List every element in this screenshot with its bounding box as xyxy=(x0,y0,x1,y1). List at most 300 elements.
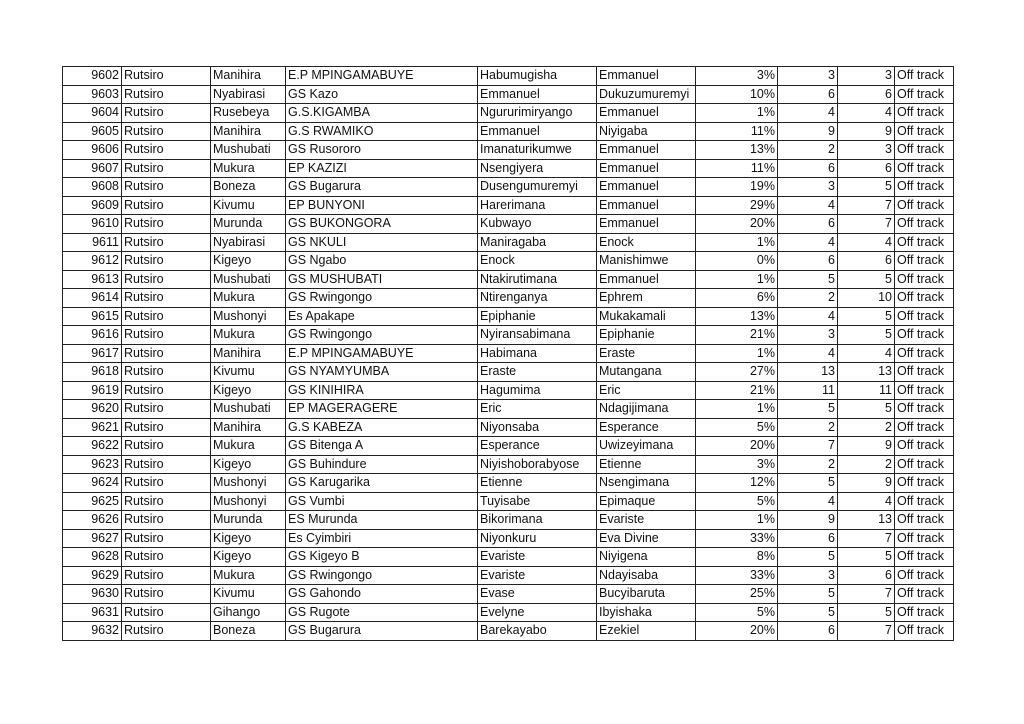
cell-school: GS KINIHIRA xyxy=(286,381,478,400)
cell-first-name: Emmanuel xyxy=(597,270,696,289)
table-row xyxy=(63,548,954,567)
cell-sector: Mushonyi xyxy=(211,307,286,326)
cell-district: Rutsiro xyxy=(122,400,211,419)
cell-school: GS Rwingongo xyxy=(286,566,478,585)
cell-school: G.S KABEZA xyxy=(286,418,478,437)
cell-count-b: 7 xyxy=(838,196,895,215)
cell-percent: 33% xyxy=(696,566,778,585)
cell-count-a: 5 xyxy=(778,270,838,289)
cell-status: Off track xyxy=(895,141,954,160)
cell-school: GS Rwingongo xyxy=(286,289,478,308)
cell-count-b: 6 xyxy=(838,159,895,178)
cell-count-b: 5 xyxy=(838,400,895,419)
cell-district: Rutsiro xyxy=(122,67,211,86)
cell-sector: Mushubati xyxy=(211,141,286,160)
cell-sector: Murunda xyxy=(211,511,286,530)
cell-school: GS Bitenga A xyxy=(286,437,478,456)
cell-first-name: Emmanuel xyxy=(597,215,696,234)
cell-count-b: 4 xyxy=(838,104,895,123)
cell-percent: 21% xyxy=(696,326,778,345)
table-row xyxy=(63,511,954,530)
cell-district: Rutsiro xyxy=(122,215,211,234)
cell-percent: 1% xyxy=(696,104,778,123)
cell-surname: Bikorimana xyxy=(478,511,597,530)
cell-count-a: 9 xyxy=(778,511,838,530)
cell-school: EP MAGERAGERE xyxy=(286,400,478,419)
cell-count-b: 5 xyxy=(838,270,895,289)
cell-sector: Kigeyo xyxy=(211,548,286,567)
cell-count-b: 5 xyxy=(838,178,895,197)
cell-first-name: Emmanuel xyxy=(597,141,696,160)
cell-id: 9609 xyxy=(63,196,122,215)
cell-percent: 29% xyxy=(696,196,778,215)
cell-count-a: 7 xyxy=(778,437,838,456)
cell-sector: Manihira xyxy=(211,344,286,363)
cell-percent: 12% xyxy=(696,474,778,493)
cell-percent: 27% xyxy=(696,363,778,382)
cell-sector: Kivumu xyxy=(211,363,286,382)
cell-count-b: 4 xyxy=(838,233,895,252)
cell-school: GS Karugarika xyxy=(286,474,478,493)
cell-school: EP BUNYONI xyxy=(286,196,478,215)
cell-percent: 5% xyxy=(696,603,778,622)
cell-first-name: Manishimwe xyxy=(597,252,696,271)
cell-id: 9626 xyxy=(63,511,122,530)
cell-school: GS Kigeyo B xyxy=(286,548,478,567)
cell-district: Rutsiro xyxy=(122,437,211,456)
cell-first-name: Uwizeyimana xyxy=(597,437,696,456)
cell-percent: 5% xyxy=(696,492,778,511)
cell-id: 9631 xyxy=(63,603,122,622)
cell-surname: Emmanuel xyxy=(478,85,597,104)
cell-district: Rutsiro xyxy=(122,548,211,567)
cell-district: Rutsiro xyxy=(122,196,211,215)
cell-count-a: 5 xyxy=(778,474,838,493)
cell-percent: 10% xyxy=(696,85,778,104)
cell-percent: 20% xyxy=(696,215,778,234)
cell-percent: 1% xyxy=(696,270,778,289)
cell-id: 9613 xyxy=(63,270,122,289)
cell-status: Off track xyxy=(895,178,954,197)
cell-surname: Nsengiyera xyxy=(478,159,597,178)
cell-count-a: 2 xyxy=(778,455,838,474)
cell-school: GS NYAMYUMBA xyxy=(286,363,478,382)
table-row xyxy=(63,529,954,548)
cell-status: Off track xyxy=(895,566,954,585)
cell-sector: Kivumu xyxy=(211,585,286,604)
cell-school: GS Vumbi xyxy=(286,492,478,511)
cell-percent: 3% xyxy=(696,455,778,474)
cell-id: 9624 xyxy=(63,474,122,493)
cell-surname: Imanaturikumwe xyxy=(478,141,597,160)
cell-sector: Nyabirasi xyxy=(211,85,286,104)
cell-percent: 19% xyxy=(696,178,778,197)
cell-district: Rutsiro xyxy=(122,326,211,345)
table-row xyxy=(63,566,954,585)
cell-count-b: 7 xyxy=(838,529,895,548)
cell-id: 9619 xyxy=(63,381,122,400)
cell-status: Off track xyxy=(895,122,954,141)
cell-count-b: 3 xyxy=(838,141,895,160)
cell-surname: Kubwayo xyxy=(478,215,597,234)
cell-status: Off track xyxy=(895,492,954,511)
table-row xyxy=(63,455,954,474)
cell-surname: Eraste xyxy=(478,363,597,382)
cell-surname: Evelyne xyxy=(478,603,597,622)
cell-count-a: 4 xyxy=(778,196,838,215)
cell-status: Off track xyxy=(895,529,954,548)
cell-school: GS Bugarura xyxy=(286,178,478,197)
table-row xyxy=(63,307,954,326)
table-row xyxy=(63,603,954,622)
cell-id: 9610 xyxy=(63,215,122,234)
cell-district: Rutsiro xyxy=(122,307,211,326)
cell-district: Rutsiro xyxy=(122,159,211,178)
cell-id: 9615 xyxy=(63,307,122,326)
table-row xyxy=(63,400,954,419)
cell-surname: Harerimana xyxy=(478,196,597,215)
cell-id: 9625 xyxy=(63,492,122,511)
cell-count-b: 10 xyxy=(838,289,895,308)
table-row xyxy=(63,159,954,178)
cell-id: 9602 xyxy=(63,67,122,86)
cell-count-a: 4 xyxy=(778,104,838,123)
cell-first-name: Emmanuel xyxy=(597,67,696,86)
cell-status: Off track xyxy=(895,437,954,456)
cell-surname: Niyonsaba xyxy=(478,418,597,437)
cell-first-name: Mutangana xyxy=(597,363,696,382)
cell-percent: 21% xyxy=(696,381,778,400)
cell-status: Off track xyxy=(895,400,954,419)
table-row xyxy=(63,363,954,382)
cell-percent: 20% xyxy=(696,437,778,456)
cell-district: Rutsiro xyxy=(122,585,211,604)
cell-sector: Manihira xyxy=(211,418,286,437)
cell-school: GS Rusororo xyxy=(286,141,478,160)
table-row xyxy=(63,474,954,493)
cell-school: GS Kazo xyxy=(286,85,478,104)
cell-count-a: 3 xyxy=(778,67,838,86)
cell-count-a: 6 xyxy=(778,159,838,178)
cell-school: EP KAZIZI xyxy=(286,159,478,178)
table-row xyxy=(63,178,954,197)
cell-percent: 33% xyxy=(696,529,778,548)
cell-first-name: Evariste xyxy=(597,511,696,530)
cell-percent: 25% xyxy=(696,585,778,604)
cell-surname: Niyishoborabyose xyxy=(478,455,597,474)
cell-count-b: 5 xyxy=(838,307,895,326)
cell-school: GS Rwingongo xyxy=(286,326,478,345)
cell-percent: 1% xyxy=(696,400,778,419)
cell-first-name: Eva Divine xyxy=(597,529,696,548)
cell-district: Rutsiro xyxy=(122,122,211,141)
cell-surname: Tuyisabe xyxy=(478,492,597,511)
cell-first-name: Eric xyxy=(597,381,696,400)
cell-first-name: Emmanuel xyxy=(597,159,696,178)
cell-school: G.S RWAMIKO xyxy=(286,122,478,141)
table-row xyxy=(63,437,954,456)
cell-status: Off track xyxy=(895,511,954,530)
cell-count-b: 5 xyxy=(838,603,895,622)
cell-id: 9614 xyxy=(63,289,122,308)
cell-count-a: 9 xyxy=(778,122,838,141)
cell-school: GS Gahondo xyxy=(286,585,478,604)
cell-first-name: Bucyibaruta xyxy=(597,585,696,604)
cell-status: Off track xyxy=(895,196,954,215)
cell-surname: Barekayabo xyxy=(478,622,597,641)
cell-status: Off track xyxy=(895,585,954,604)
cell-percent: 20% xyxy=(696,622,778,641)
table-body xyxy=(63,67,954,641)
cell-count-b: 9 xyxy=(838,474,895,493)
cell-district: Rutsiro xyxy=(122,603,211,622)
cell-id: 9630 xyxy=(63,585,122,604)
cell-surname: Niyonkuru xyxy=(478,529,597,548)
cell-status: Off track xyxy=(895,233,954,252)
cell-percent: 11% xyxy=(696,122,778,141)
cell-sector: Mushubati xyxy=(211,270,286,289)
cell-id: 9605 xyxy=(63,122,122,141)
cell-district: Rutsiro xyxy=(122,252,211,271)
cell-first-name: Ndagijimana xyxy=(597,400,696,419)
cell-sector: Manihira xyxy=(211,67,286,86)
cell-count-a: 4 xyxy=(778,344,838,363)
cell-id: 9632 xyxy=(63,622,122,641)
cell-surname: Ntakirutimana xyxy=(478,270,597,289)
cell-school: GS Bugarura xyxy=(286,622,478,641)
cell-district: Rutsiro xyxy=(122,104,211,123)
cell-percent: 0% xyxy=(696,252,778,271)
cell-percent: 13% xyxy=(696,307,778,326)
cell-count-a: 11 xyxy=(778,381,838,400)
cell-first-name: Epiphanie xyxy=(597,326,696,345)
cell-count-b: 5 xyxy=(838,326,895,345)
cell-school: GS NKULI xyxy=(286,233,478,252)
cell-id: 9608 xyxy=(63,178,122,197)
cell-sector: Mukura xyxy=(211,159,286,178)
cell-school: GS Ngabo xyxy=(286,252,478,271)
cell-first-name: Ephrem xyxy=(597,289,696,308)
cell-sector: Mukura xyxy=(211,437,286,456)
table-row xyxy=(63,85,954,104)
cell-count-a: 3 xyxy=(778,326,838,345)
cell-first-name: Epimaque xyxy=(597,492,696,511)
data-table xyxy=(62,66,954,641)
cell-first-name: Eraste xyxy=(597,344,696,363)
table-row xyxy=(63,141,954,160)
cell-status: Off track xyxy=(895,418,954,437)
cell-percent: 1% xyxy=(696,233,778,252)
cell-count-b: 4 xyxy=(838,492,895,511)
cell-id: 9616 xyxy=(63,326,122,345)
cell-id: 9629 xyxy=(63,566,122,585)
cell-id: 9617 xyxy=(63,344,122,363)
cell-percent: 3% xyxy=(696,67,778,86)
cell-count-a: 2 xyxy=(778,289,838,308)
table-row xyxy=(63,67,954,86)
cell-percent: 13% xyxy=(696,141,778,160)
cell-surname: Nyiransabimana xyxy=(478,326,597,345)
cell-count-a: 2 xyxy=(778,418,838,437)
cell-sector: Gihango xyxy=(211,603,286,622)
cell-count-b: 13 xyxy=(838,363,895,382)
cell-district: Rutsiro xyxy=(122,178,211,197)
cell-count-b: 3 xyxy=(838,67,895,86)
cell-count-b: 2 xyxy=(838,418,895,437)
cell-first-name: Nsengimana xyxy=(597,474,696,493)
table-row xyxy=(63,122,954,141)
cell-count-b: 7 xyxy=(838,215,895,234)
cell-count-a: 5 xyxy=(778,585,838,604)
cell-first-name: Enock xyxy=(597,233,696,252)
cell-count-b: 11 xyxy=(838,381,895,400)
cell-status: Off track xyxy=(895,104,954,123)
cell-count-b: 7 xyxy=(838,622,895,641)
cell-count-a: 6 xyxy=(778,622,838,641)
cell-surname: Evariste xyxy=(478,548,597,567)
table-row xyxy=(63,622,954,641)
cell-district: Rutsiro xyxy=(122,474,211,493)
cell-count-a: 13 xyxy=(778,363,838,382)
cell-sector: Mushubati xyxy=(211,400,286,419)
cell-sector: Kigeyo xyxy=(211,455,286,474)
cell-count-a: 6 xyxy=(778,85,838,104)
table-row xyxy=(63,215,954,234)
cell-surname: Habumugisha xyxy=(478,67,597,86)
cell-count-a: 6 xyxy=(778,529,838,548)
cell-count-a: 4 xyxy=(778,492,838,511)
cell-status: Off track xyxy=(895,548,954,567)
cell-district: Rutsiro xyxy=(122,233,211,252)
cell-count-b: 13 xyxy=(838,511,895,530)
cell-sector: Rusebeya xyxy=(211,104,286,123)
cell-district: Rutsiro xyxy=(122,622,211,641)
cell-sector: Mushonyi xyxy=(211,492,286,511)
cell-district: Rutsiro xyxy=(122,418,211,437)
cell-count-b: 4 xyxy=(838,344,895,363)
cell-sector: Manihira xyxy=(211,122,286,141)
cell-id: 9628 xyxy=(63,548,122,567)
cell-id: 9623 xyxy=(63,455,122,474)
table-row xyxy=(63,585,954,604)
cell-sector: Mukura xyxy=(211,326,286,345)
cell-first-name: Etienne xyxy=(597,455,696,474)
cell-first-name: Dukuzumuremyi xyxy=(597,85,696,104)
cell-status: Off track xyxy=(895,344,954,363)
cell-surname: Etienne xyxy=(478,474,597,493)
cell-sector: Mushonyi xyxy=(211,474,286,493)
cell-school: GS BUKONGORA xyxy=(286,215,478,234)
cell-first-name: Niyigena xyxy=(597,548,696,567)
cell-status: Off track xyxy=(895,455,954,474)
cell-surname: Maniragaba xyxy=(478,233,597,252)
cell-surname: Ntirenganya xyxy=(478,289,597,308)
cell-status: Off track xyxy=(895,326,954,345)
cell-district: Rutsiro xyxy=(122,455,211,474)
cell-first-name: Niyigaba xyxy=(597,122,696,141)
cell-count-b: 5 xyxy=(838,548,895,567)
cell-status: Off track xyxy=(895,363,954,382)
cell-sector: Murunda xyxy=(211,215,286,234)
table-row xyxy=(63,104,954,123)
cell-school: ES Murunda xyxy=(286,511,478,530)
cell-status: Off track xyxy=(895,474,954,493)
cell-school: Es Cyimbiri xyxy=(286,529,478,548)
cell-first-name: Emmanuel xyxy=(597,178,696,197)
cell-count-a: 3 xyxy=(778,566,838,585)
cell-count-b: 2 xyxy=(838,455,895,474)
cell-school: E.P MPINGAMABUYE xyxy=(286,344,478,363)
cell-count-b: 6 xyxy=(838,85,895,104)
cell-surname: Emmanuel xyxy=(478,122,597,141)
table-row xyxy=(63,196,954,215)
cell-id: 9607 xyxy=(63,159,122,178)
cell-school: Es Apakape xyxy=(286,307,478,326)
cell-status: Off track xyxy=(895,252,954,271)
cell-count-b: 9 xyxy=(838,437,895,456)
table-row xyxy=(63,289,954,308)
cell-count-a: 6 xyxy=(778,215,838,234)
cell-school: G.S.KIGAMBA xyxy=(286,104,478,123)
cell-percent: 6% xyxy=(696,289,778,308)
cell-district: Rutsiro xyxy=(122,270,211,289)
table-row xyxy=(63,326,954,345)
cell-percent: 8% xyxy=(696,548,778,567)
cell-status: Off track xyxy=(895,67,954,86)
cell-district: Rutsiro xyxy=(122,141,211,160)
cell-status: Off track xyxy=(895,270,954,289)
cell-district: Rutsiro xyxy=(122,363,211,382)
cell-surname: Dusengumuremyi xyxy=(478,178,597,197)
cell-status: Off track xyxy=(895,307,954,326)
cell-count-a: 4 xyxy=(778,307,838,326)
cell-count-b: 6 xyxy=(838,252,895,271)
cell-district: Rutsiro xyxy=(122,511,211,530)
cell-id: 9603 xyxy=(63,85,122,104)
cell-percent: 1% xyxy=(696,511,778,530)
cell-id: 9611 xyxy=(63,233,122,252)
cell-sector: Kigeyo xyxy=(211,252,286,271)
cell-id: 9604 xyxy=(63,104,122,123)
cell-surname: Evariste xyxy=(478,566,597,585)
cell-status: Off track xyxy=(895,215,954,234)
cell-district: Rutsiro xyxy=(122,85,211,104)
cell-count-a: 5 xyxy=(778,400,838,419)
cell-count-a: 4 xyxy=(778,233,838,252)
cell-sector: Mukura xyxy=(211,289,286,308)
cell-surname: Hagumima xyxy=(478,381,597,400)
cell-percent: 1% xyxy=(696,344,778,363)
cell-first-name: Ezekiel xyxy=(597,622,696,641)
cell-count-b: 6 xyxy=(838,566,895,585)
cell-percent: 11% xyxy=(696,159,778,178)
cell-first-name: Ibyishaka xyxy=(597,603,696,622)
cell-sector: Boneza xyxy=(211,178,286,197)
cell-surname: Evase xyxy=(478,585,597,604)
cell-surname: Enock xyxy=(478,252,597,271)
table-row xyxy=(63,344,954,363)
table-row xyxy=(63,492,954,511)
cell-first-name: Esperance xyxy=(597,418,696,437)
cell-id: 9612 xyxy=(63,252,122,271)
cell-district: Rutsiro xyxy=(122,344,211,363)
cell-status: Off track xyxy=(895,381,954,400)
cell-surname: Epiphanie xyxy=(478,307,597,326)
cell-first-name: Emmanuel xyxy=(597,196,696,215)
cell-school: GS Buhindure xyxy=(286,455,478,474)
cell-first-name: Ndayisaba xyxy=(597,566,696,585)
cell-id: 9627 xyxy=(63,529,122,548)
